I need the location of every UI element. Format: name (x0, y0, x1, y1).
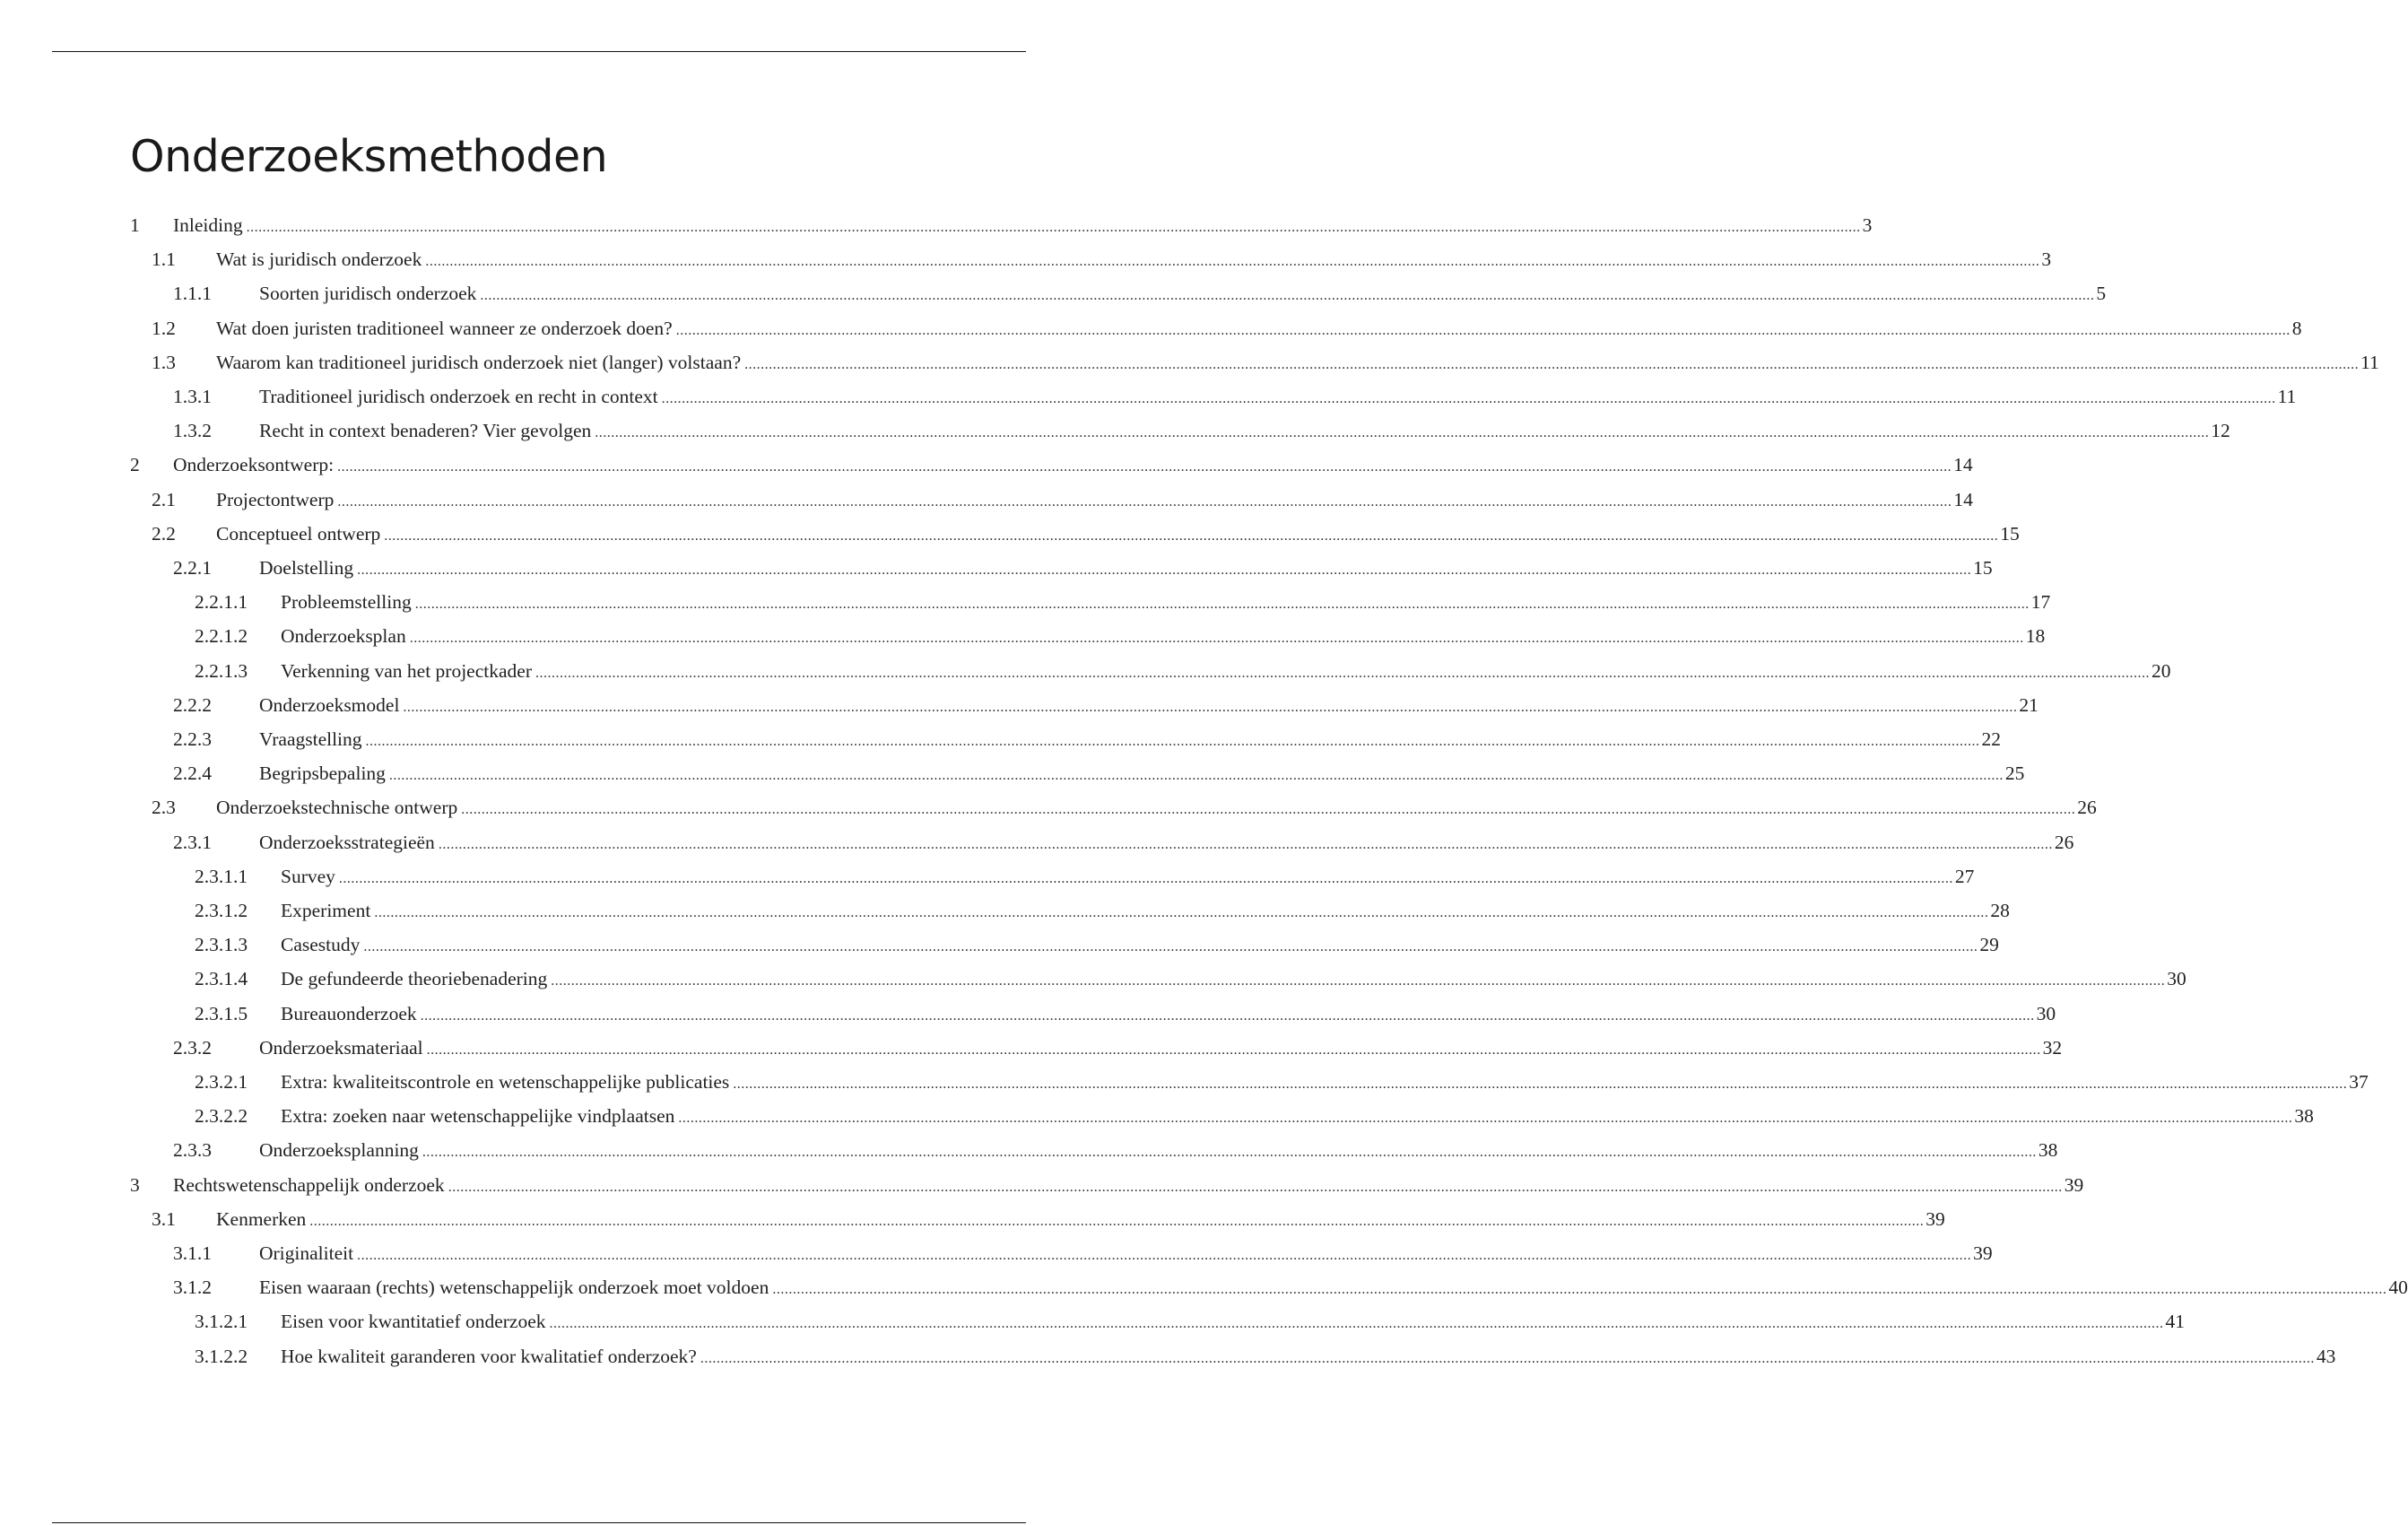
toc-entry-page-number: 15 (1973, 557, 1993, 579)
toc-entry-page-number: 30 (2167, 968, 2186, 990)
toc-entry-title: Waarom kan traditioneel juridisch onderzoek niet (langer) volstaan? (216, 349, 743, 376)
toc-entry-number: 2.1 (152, 488, 176, 510)
toc-entry-title: Verkenning van het projectkader (281, 658, 534, 684)
toc-entry[interactable] (152, 246, 2052, 273)
toc-entry-number: 2.2.1.2 (195, 625, 248, 648)
toc-entry[interactable] (152, 486, 1973, 513)
toc-entry[interactable] (173, 280, 2107, 307)
toc-entry[interactable] (195, 658, 2171, 684)
toc-entry-page-number: 14 (1953, 488, 1973, 510)
toc-entry-title: Eisen voor kwantitatief onderzoek (281, 1308, 548, 1335)
toc-entry[interactable] (173, 726, 2002, 753)
toc-entry-title: Soorten juridisch onderzoek (259, 280, 478, 307)
toc-entry-number: 3 (130, 1173, 140, 1196)
toc-entry-page-number: 22 (1981, 728, 2002, 750)
toc-dot-leader: ................................................................................................................................................................................................................................................................................................................................................................................................................ (357, 1248, 1972, 1263)
toc-dot-leader: ................................................................................................................................................................................................................................................................................................................................................................................................................ (384, 527, 1999, 544)
toc-entry[interactable] (173, 1137, 2058, 1163)
toc-entry[interactable] (173, 417, 2230, 444)
toc-entry-number: 2.3.1.3 (195, 934, 248, 956)
toc-entry-page-number: 12 (2211, 420, 2230, 442)
toc-entry-page-number: 3 (2041, 248, 2052, 271)
toc-entry-title: Onderzoeksmateriaal (259, 1034, 425, 1061)
toc-entry-number: 1.1.1 (173, 283, 212, 305)
toc-entry-page-number: 27 (1954, 865, 1975, 887)
toc-entry-page-number: 8 (2291, 317, 2302, 339)
toc-dot-leader: ................................................................................................................................................................................................................................................................................................................................................................................................................ (420, 1007, 2035, 1024)
toc-entry[interactable] (195, 588, 2051, 615)
toc-entry-number: 2.2.1 (173, 557, 212, 579)
toc-entry-title: Extra: zoeken naar wetenschappelijke vindplaatsen (281, 1102, 676, 1129)
toc-dot-leader: ................................................................................................................................................................................................................................................................................................................................................................................................................ (744, 356, 2360, 372)
toc-entry-number: 2.2.1.1 (195, 591, 248, 614)
toc-entry-number: 2.3 (152, 797, 176, 819)
toc-entry-page-number: 11 (2360, 351, 2379, 373)
toc-entry-title: Onderzoeksplan (281, 623, 408, 649)
toc-entry-title: Onderzoeksstrategieën (259, 829, 437, 856)
toc-dot-leader: ................................................................................................................................................................................................................................................................................................................................................................................................................ (448, 1179, 2063, 1195)
toc-entry[interactable] (173, 1240, 1993, 1267)
toc-entry[interactable] (195, 1068, 2369, 1095)
toc-entry[interactable] (130, 1172, 2084, 1198)
toc-entry[interactable] (152, 349, 2379, 376)
toc-entry-title: Recht in context benaderen? Vier gevolgen (259, 417, 593, 444)
toc-dot-leader: ................................................................................................................................................................................................................................................................................................................................................................................................................ (461, 802, 2076, 818)
toc-dot-leader: ................................................................................................................................................................................................................................................................................................................................................................................................................ (374, 905, 1989, 920)
toc-entry[interactable] (173, 1274, 2408, 1301)
toc-dot-leader: ................................................................................................................................................................................................................................................................................................................................................................................................................ (409, 631, 2024, 647)
toc-entry-title: Casestudy (281, 931, 361, 958)
toc-entry[interactable] (173, 760, 2025, 787)
toc-entry[interactable] (173, 554, 1993, 581)
toc-entry-title: Originaliteit (259, 1240, 355, 1267)
toc-entry-number: 1.3 (152, 351, 176, 373)
toc-entry[interactable] (195, 863, 1975, 890)
toc-entry[interactable] (195, 931, 1999, 958)
toc-entry-number: 3.1.2.2 (195, 1345, 248, 1367)
toc-dot-leader: ................................................................................................................................................................................................................................................................................................................................................................................................................ (357, 562, 1972, 578)
toc-entry-page-number: 17 (2030, 591, 2051, 614)
toc-entry-title: Begripsbepaling (259, 760, 387, 787)
toc-dot-leader: ................................................................................................................................................................................................................................................................................................................................................................................................................ (551, 973, 2166, 989)
toc-dot-leader: ................................................................................................................................................................................................................................................................................................................................................................................................................ (661, 391, 2276, 406)
toc-entry-page-number: 38 (2038, 1139, 2058, 1162)
toc-entry-page-number: 26 (2054, 831, 2074, 853)
toc-entry-page-number: 28 (1990, 900, 2010, 921)
toc-entry-number: 2.2.1.3 (195, 659, 248, 682)
toc-entry-title: Rechtswetenschappelijk onderzoek (173, 1172, 447, 1198)
toc-dot-leader: ................................................................................................................................................................................................................................................................................................................................................................................................................ (535, 665, 2150, 681)
toc-entry[interactable] (130, 451, 1973, 478)
toc-entry-title: Onderzoeksmodel (259, 692, 401, 719)
toc-entry-title: Conceptueel ontwerp (216, 520, 382, 547)
toc-dot-leader: ................................................................................................................................................................................................................................................................................................................................................................................................................ (403, 699, 2018, 715)
toc-entry-number: 1.3.2 (173, 420, 212, 442)
toc-entry-title: Projectontwerp (216, 486, 335, 513)
toc-entry[interactable] (152, 520, 2020, 547)
toc-entry-title: Experiment (281, 897, 372, 924)
toc-dot-leader: ................................................................................................................................................................................................................................................................................................................................................................................................................ (337, 493, 1952, 510)
toc-entry-title: Bureauonderzoek (281, 1000, 419, 1027)
toc-dot-leader: ................................................................................................................................................................................................................................................................................................................................................................................................................ (365, 734, 1980, 749)
toc-entry-number: 2.3.1.1 (195, 865, 248, 887)
toc-entry-page-number: 41 (2165, 1311, 2186, 1333)
toc-entry-page-number: 30 (2036, 1002, 2056, 1024)
header-rule (52, 51, 1026, 52)
toc-entry-number: 1.2 (152, 317, 176, 339)
toc-entry-title: Probleemstelling (281, 588, 413, 615)
toc-dot-leader: ................................................................................................................................................................................................................................................................................................................................................................................................................ (480, 288, 2095, 304)
toc-dot-leader: ................................................................................................................................................................................................................................................................................................................................................................................................................ (426, 1041, 2041, 1058)
toc-dot-leader: ................................................................................................................................................................................................................................................................................................................................................................................................................ (246, 220, 1861, 235)
footer-rule (52, 1522, 1026, 1523)
toc-entry[interactable] (195, 897, 2010, 924)
toc-entry[interactable] (152, 315, 2302, 342)
toc-entry-page-number: 20 (2151, 659, 2171, 682)
toc-entry-page-number: 3 (1862, 214, 1873, 236)
toc-entry-page-number: 21 (2019, 693, 2039, 716)
toc-entry-title: Onderzoekstechnische ontwerp (216, 794, 459, 821)
toc-entry-page-number: 37 (2349, 1071, 2369, 1093)
toc-entry-page-number: 25 (2004, 762, 2025, 785)
toc-entry-number: 2 (130, 454, 140, 476)
toc-entry-title: Traditioneel juridisch onderzoek en recht in context (259, 383, 660, 410)
toc-entry-number: 2.3.1.4 (195, 968, 248, 990)
toc-entry-page-number: 39 (1926, 1207, 1945, 1230)
toc-dot-leader: ................................................................................................................................................................................................................................................................................................................................................................................................................ (425, 254, 2040, 270)
toc-dot-leader: ................................................................................................................................................................................................................................................................................................................................................................................................................ (388, 768, 2004, 784)
toc-entry-title: De gefundeerde theoriebenadering (281, 965, 549, 992)
toc-entry-number: 3.1.2.1 (195, 1311, 248, 1333)
toc-entry-page-number: 39 (1973, 1242, 1993, 1264)
toc-entry[interactable] (195, 1000, 2056, 1027)
toc-dot-leader: ................................................................................................................................................................................................................................................................................................................................................................................................................ (363, 939, 1978, 955)
toc-entry[interactable] (195, 1343, 2336, 1370)
toc-entry-page-number: 14 (1953, 454, 1973, 476)
toc-entry-number: 1.1 (152, 248, 176, 271)
toc-entry-number: 2.2.4 (173, 762, 212, 785)
toc-entry-title: Extra: kwaliteitscontrole en wetenschappelijke publicaties (281, 1068, 731, 1095)
toc-entry[interactable] (195, 1308, 2186, 1335)
toc-entry[interactable] (195, 623, 2046, 649)
toc-entry-number: 2.2 (152, 522, 176, 545)
toc-entry-number: 2.3.2.2 (195, 1105, 248, 1128)
toc-dot-leader: ................................................................................................................................................................................................................................................................................................................................................................................................................ (595, 425, 2210, 441)
toc-entry[interactable] (130, 212, 1873, 239)
toc-entry-page-number: 11 (2277, 386, 2297, 407)
toc-entry-title: Doelstelling (259, 554, 355, 581)
toc-entry-number: 2.3.2.1 (195, 1071, 248, 1093)
toc-dot-leader: ................................................................................................................................................................................................................................................................................................................................................................................................................ (733, 1076, 2348, 1092)
toc-entry-title: Onderzoeksplanning (259, 1137, 421, 1163)
toc-entry[interactable] (195, 965, 2186, 992)
toc-dot-leader: ................................................................................................................................................................................................................................................................................................................................................................................................................ (338, 870, 1953, 886)
toc-dot-leader: ................................................................................................................................................................................................................................................................................................................................................................................................................ (675, 322, 2291, 338)
toc-entry-number: 1 (130, 214, 140, 236)
document-title: Onderzoeksmethoden (130, 131, 608, 182)
toc-entry-page-number: 39 (2064, 1173, 2084, 1196)
toc-dot-leader: ................................................................................................................................................................................................................................................................................................................................................................................................................ (772, 1282, 2387, 1298)
toc-entry-number: 3.1 (152, 1207, 176, 1230)
toc-dot-leader: ................................................................................................................................................................................................................................................................................................................................................................................................................ (700, 1350, 2315, 1366)
toc-entry-page-number: 43 (2316, 1345, 2336, 1367)
toc-entry-page-number: 15 (2000, 522, 2020, 545)
toc-entry[interactable] (195, 1102, 2314, 1129)
toc-entry-title: Hoe kwaliteit garanderen voor kwalitatief onderzoek? (281, 1343, 699, 1370)
toc-entry-title: Eisen waaraan (rechts) wetenschappelijk onderzoek moet voldoen (259, 1274, 770, 1301)
toc-entry-title: Wat is juridisch onderzoek (216, 246, 423, 273)
toc-entry-number: 3.1.2 (173, 1277, 212, 1299)
toc-entry[interactable] (173, 383, 2297, 410)
toc-entry-title: Onderzoeksontwerp: (173, 451, 335, 478)
toc-dot-leader: ................................................................................................................................................................................................................................................................................................................................................................................................................ (422, 1145, 2037, 1161)
toc-entry-page-number: 32 (2042, 1036, 2063, 1059)
toc-entry[interactable] (173, 829, 2074, 856)
toc-entry[interactable] (152, 1206, 1945, 1233)
toc-entry-number: 2.2.2 (173, 693, 212, 716)
toc-entry-number: 2.3.1.2 (195, 900, 248, 921)
toc-entry-number: 2.3.1.5 (195, 1002, 248, 1024)
toc-entry-title: Survey (281, 863, 337, 890)
toc-dot-leader: ................................................................................................................................................................................................................................................................................................................................................................................................................ (438, 836, 2053, 852)
toc-entry-title: Wat doen juristen traditioneel wanneer ze onderzoek doen? (216, 315, 674, 342)
toc-entry-number: 2.3.3 (173, 1139, 212, 1162)
toc-entry-page-number: 18 (2025, 625, 2046, 648)
toc-entry[interactable] (173, 692, 2039, 719)
toc-entry-page-number: 26 (2077, 797, 2097, 819)
toc-entry-title: Vraagstelling (259, 726, 364, 753)
toc-dot-leader: ................................................................................................................................................................................................................................................................................................................................................................................................................ (414, 597, 2030, 613)
toc-entry-title: Inleiding (173, 212, 245, 239)
toc-dot-leader: ................................................................................................................................................................................................................................................................................................................................................................................................................ (678, 1111, 2293, 1127)
toc-dot-leader: ................................................................................................................................................................................................................................................................................................................................................................................................................ (309, 1213, 1925, 1229)
toc-dot-leader: ................................................................................................................................................................................................................................................................................................................................................................................................................ (549, 1316, 2164, 1332)
toc-entry-page-number: 5 (2096, 283, 2107, 305)
toc-entry-number: 1.3.1 (173, 386, 212, 407)
toc-dot-leader: ................................................................................................................................................................................................................................................................................................................................................................................................................ (337, 459, 1952, 475)
toc-entry-number: 2.3.2 (173, 1036, 212, 1059)
toc-entry-number: 2.3.1 (173, 831, 212, 853)
toc-entry-page-number: 29 (1979, 934, 1999, 956)
toc-entry-number: 2.2.3 (173, 728, 212, 750)
toc-entry[interactable] (173, 1034, 2063, 1061)
toc-entry[interactable] (152, 794, 2097, 821)
toc-entry-page-number: 40 (2388, 1277, 2408, 1299)
toc-entry-page-number: 38 (2294, 1105, 2314, 1128)
toc-entry-number: 3.1.1 (173, 1242, 212, 1264)
toc-entry-title: Kenmerken (216, 1206, 308, 1233)
